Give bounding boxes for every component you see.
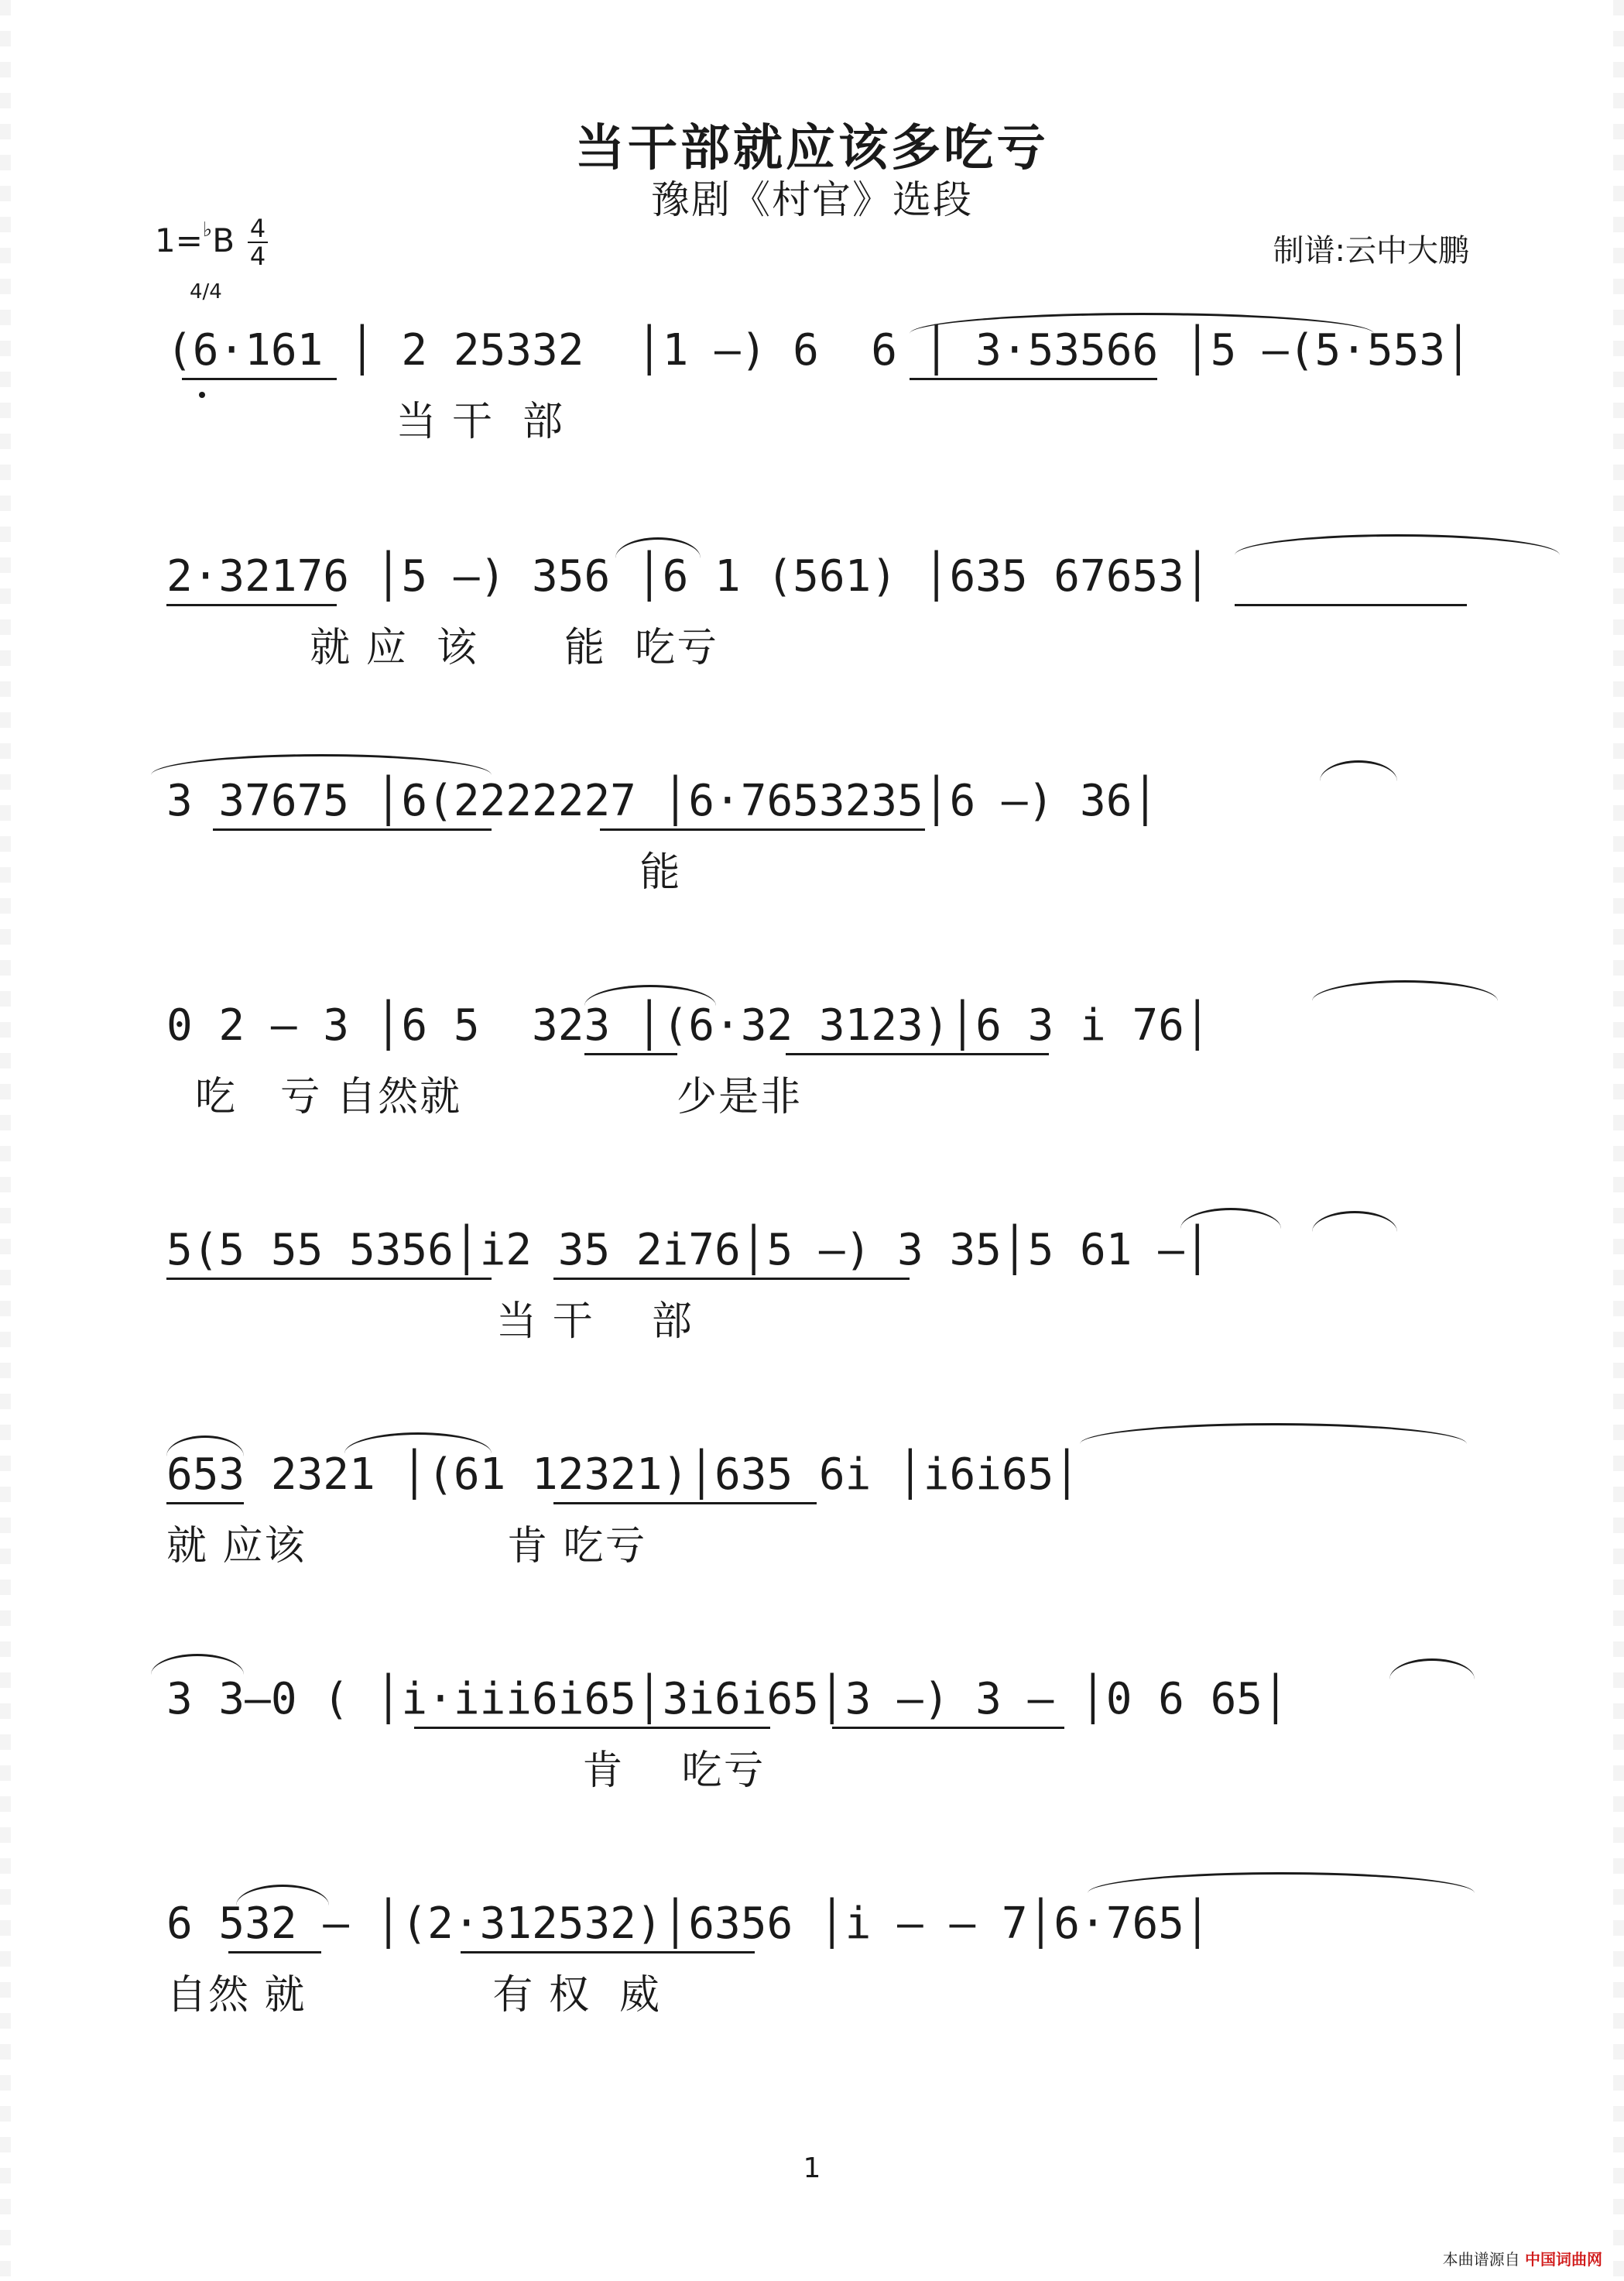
underline (600, 828, 925, 831)
slur (1080, 1423, 1467, 1444)
score-system-3 (166, 767, 1475, 836)
flat-sign: ♭ (202, 218, 213, 242)
score-title: 当干部就应该多吃亏 (575, 120, 1049, 177)
score-system-1 (166, 316, 1475, 386)
time-signature-top: 4 (249, 214, 266, 243)
underline (553, 1278, 910, 1280)
score-system-7 (166, 1665, 1475, 1734)
source-footer (1443, 2247, 1602, 2269)
underline (213, 828, 492, 831)
underline (1235, 604, 1467, 606)
lyrics-line-7: 肯 吃亏 (166, 1748, 766, 1794)
key-prefix: 1= (155, 221, 203, 259)
slur (1235, 534, 1560, 555)
right-margin-strip (1613, 0, 1624, 2281)
underline (166, 604, 337, 606)
slur (1312, 980, 1498, 1001)
underline (228, 1951, 321, 1953)
notation-line: 5(5 55 5356│i2 35 2i76│5 –) 3 35│5 61 –│ (166, 1225, 1211, 1275)
time-signature-bottom: 4 (249, 242, 266, 271)
lyrics-line-6: 就 应该 肯 吃亏 (166, 1523, 647, 1569)
slur (236, 1885, 329, 1905)
score-system-8 (166, 1889, 1475, 1959)
notation-line: 2·32176 │5 –) 356 │6 1 (561) │635 67653│ (166, 551, 1211, 602)
underline (832, 1727, 1064, 1729)
slur (1320, 760, 1397, 781)
slur (344, 1432, 492, 1453)
underline (786, 1053, 1049, 1055)
score-system-6 (166, 1440, 1475, 1510)
notation-line: 6 532 – │(2·312532)│6356 │i – – 7│6·765│ (166, 1899, 1211, 1949)
time-signature (248, 215, 268, 269)
source-label: 本曲谱源自 (1442, 2250, 1520, 2269)
left-margin-strip (0, 0, 11, 2281)
notation-line: 3 37675 │6(2222227 │6·7653235│6 –) 36│ (166, 776, 1159, 826)
score-system-5 (166, 1216, 1475, 1285)
underline (910, 378, 1157, 380)
lyrics-line-2: 就 应 该 能 吃亏 (166, 625, 719, 671)
underline (182, 378, 337, 380)
time-signature-small: 4/4 (190, 280, 222, 304)
slur (151, 754, 492, 775)
notation-line: 3 3–0 ( │i·iii6i65│3i6i65│3 –) 3 – │0 6 65│ (166, 1674, 1289, 1724)
score-subtitle: 豫剧《村官》选段 (651, 177, 973, 222)
slur (615, 537, 701, 558)
underline (584, 1053, 677, 1055)
source-brand: 中国词曲网 (1525, 2250, 1602, 2269)
underline (414, 1727, 770, 1729)
underline (553, 1502, 817, 1504)
underline (166, 1502, 244, 1504)
underline (166, 1278, 492, 1280)
underline (461, 1951, 755, 1953)
lyrics-line-5: 当 干 部 (166, 1298, 694, 1345)
lyrics-line-8: 自然 就 有 权 威 (166, 1972, 661, 2019)
lyrics-line-3: 能 (166, 849, 682, 896)
slur (1088, 1872, 1475, 1893)
score-system-4 (166, 991, 1475, 1061)
slur (1312, 1211, 1397, 1232)
slur (1389, 1658, 1475, 1679)
key-note: B (212, 221, 235, 259)
slur (1180, 1208, 1281, 1229)
notation-line: (6·161 │ 2 25332 │1 –) 6 6 │ 3·53566 │5 –(5·553│ (166, 325, 1472, 376)
slur (151, 1654, 244, 1675)
arranger-credit: 制谱:云中大鹏 (1273, 233, 1469, 269)
notation-line: 653 2321 │(61 12321)│635 6i │i6i65│ (166, 1449, 1081, 1500)
key-signature (155, 218, 235, 259)
score-system-2 (166, 542, 1475, 612)
notation-line: 0 2 – 3 │6 5 323 │(6·32 3123)│6 3 i 76│ (166, 1000, 1211, 1051)
lyrics-line-4: 吃 亏 自然就 少是非 (166, 1074, 803, 1120)
slur (584, 985, 716, 1006)
slur (166, 1435, 244, 1456)
page-number: 1 (803, 2152, 821, 2184)
lyrics-line-1: 当 干 部 (166, 399, 565, 445)
